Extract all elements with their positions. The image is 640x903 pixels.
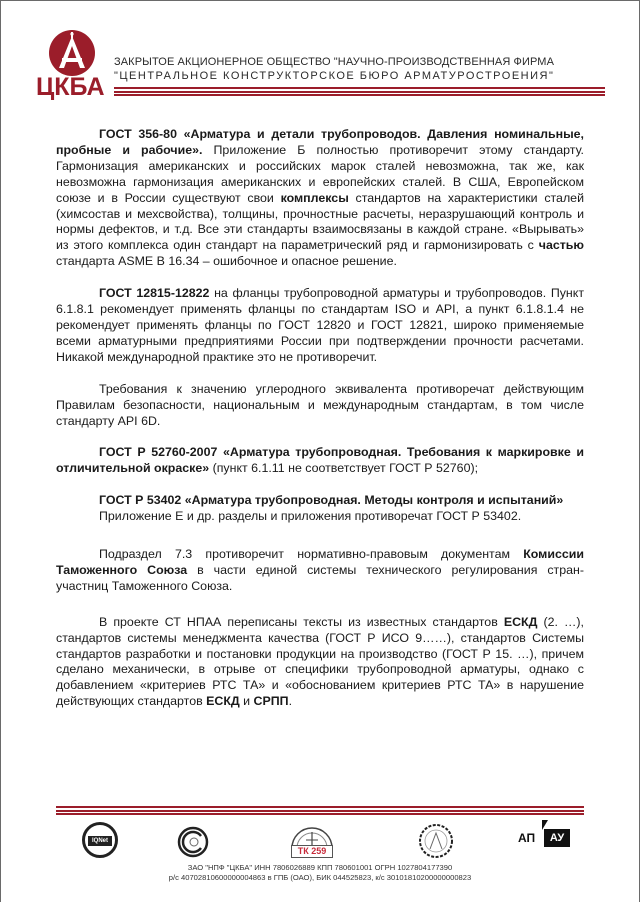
ap-au-logo [518,826,578,854]
text: стандартов на характеристики сталей (химсостав и мехсвойства), толщины, прочностные расчеты, неразрушающий контроль и нормы дефектов, и т.д. Все эти стандарты взаимосвязаны в каждой стране. «Вырывать» из этого комплекса один стандарт на параметрический ряд и гармонизировать с [56,190,584,253]
text: Приложение Б полностью противоречит этому стандарту. Гармонизация американских и российских марок сталей невозможна, так же, как невозможна гармонизация американских и европейских сталей. В США, Европейском союзе и в России существуют свои [56,142,584,205]
emphasis: частью [538,238,584,253]
footer-stripes [56,806,584,817]
text: Требования к значению углеродного эквивалента противоречат действующим Правилам безопасности, национальным и международным стандартам, в том числе стандарту API 6D. [56,381,584,428]
logo-text: ЦКБА [36,73,105,101]
gost-356-title: ГОСТ 356-80 «Арматура и детали трубопроводов. Давления номинальные, пробные и рабочие». [56,127,584,157]
paragraph-gost-52760 [56,445,584,477]
paragraph-gost-53402-note [56,509,584,525]
au-label: АУ [544,829,570,847]
company-name-line1: ЗАКРЫТОЕ АКЦИОНЕРНОЕ ОБЩЕСТВО "НАУЧНО-ПРОИЗВОДСТВЕННАЯ ФИРМА [114,56,555,68]
paragraph-customs-union [56,547,584,595]
text: Приложение Е и др. разделы и приложения противоречат ГОСТ Р 53402. [99,509,522,524]
seal-emblem-icon [418,823,454,859]
paragraph-gost-356 [56,127,584,270]
letterhead [0,0,640,110]
paragraph-st-npaa [56,615,584,710]
company-logo [36,30,106,100]
certification-c-icon [177,826,209,858]
tk259-label: ТК 259 [291,845,333,858]
emphasis: Комиссии Таможенного Союза [56,547,584,577]
text: Подраздел 7.3 противоречит нормативно-правовым документам [99,547,524,562]
text: (2. …), стандартов системы менеджмента качества (ГОСТ Р ИСО 9……), стандартов Системы стандартов разработки и постановки продукции на производство (ГОСТ Р 15. …), причем сделано механически, в отрыве от специфики трубопроводной арматуры, однако с добавлением «критериев РТС ТА» и «обоснованием критериев РТС ТА» в нарушение действующих стандартов [56,614,584,709]
emphasis: СРПП [253,694,289,709]
text: и [239,694,254,709]
company-requisites-line2: р/с 40702810600000004863 в ГПБ (ОАО), БИК 044525823, к/с 30101810200000000823 [168,873,472,882]
tk259-emblem-icon [287,818,337,858]
gost-52760-title: ГОСТ Р 52760-2007 «Арматура трубопроводная. Требования к маркировке и отличительной окраске» [56,445,584,476]
gost-53402-title: ГОСТ Р 53402 «Арматура трубопроводная. Методы контроля и испытаний» [99,493,564,508]
paragraph-gost-53402-title [56,493,584,509]
company-name-line2: "ЦЕНТРАЛЬНОЕ КОНСТРУКТОРСКОЕ БЮРО АРМАТУРОСТРОЕНИЯ" [114,70,555,82]
text: (пункт 6.1.11 не соответствует ГОСТ Р 52760); [209,461,479,476]
ap-label: АП [518,831,536,845]
text: В проекте СТ НПАА переписаны тексты из известных стандартов [99,614,504,629]
logo-a-icon [49,30,95,76]
paragraph-gost-12815 [56,286,584,366]
letter-body [56,127,584,726]
text: стандарта ASME В 16.34 – ошибочное и опасное решение. [56,254,397,269]
text: на фланцы трубопроводной арматуры и трубопроводов. Пункт 6.1.8.1 рекомендует применять фланцы по стандартам ISO и API, а пункт 6.1.8.1.4 не рекомендует применять фланцы по ГОСТ 12820 и ГОСТ 12821, широко применяемые всеми арматурными предприятиями России при подтверждении прочности расчетами. Никакой международной практике это не противоречит. [56,286,585,364]
header-stripes [114,87,605,98]
iqnet-cert-icon [82,822,118,858]
company-requisites-line1: ЗАО "НПФ "ЦКБА" ИНН 7806026889 КПП 780601001 ОГРН 1027804177390 [187,863,453,872]
gost-12815-title: ГОСТ 12815-12822 [99,286,210,301]
emphasis: комплексы [280,190,349,205]
paragraph-carbon-equivalent [56,382,584,430]
emphasis: ЕСКД [206,694,240,709]
text: в части единой системы технического регулирования стран-участниц Таможенного Союза. [56,562,584,593]
text: . [288,694,293,709]
emphasis: ЕСКД [503,614,538,629]
iqnet-label: IQNet [88,836,112,846]
